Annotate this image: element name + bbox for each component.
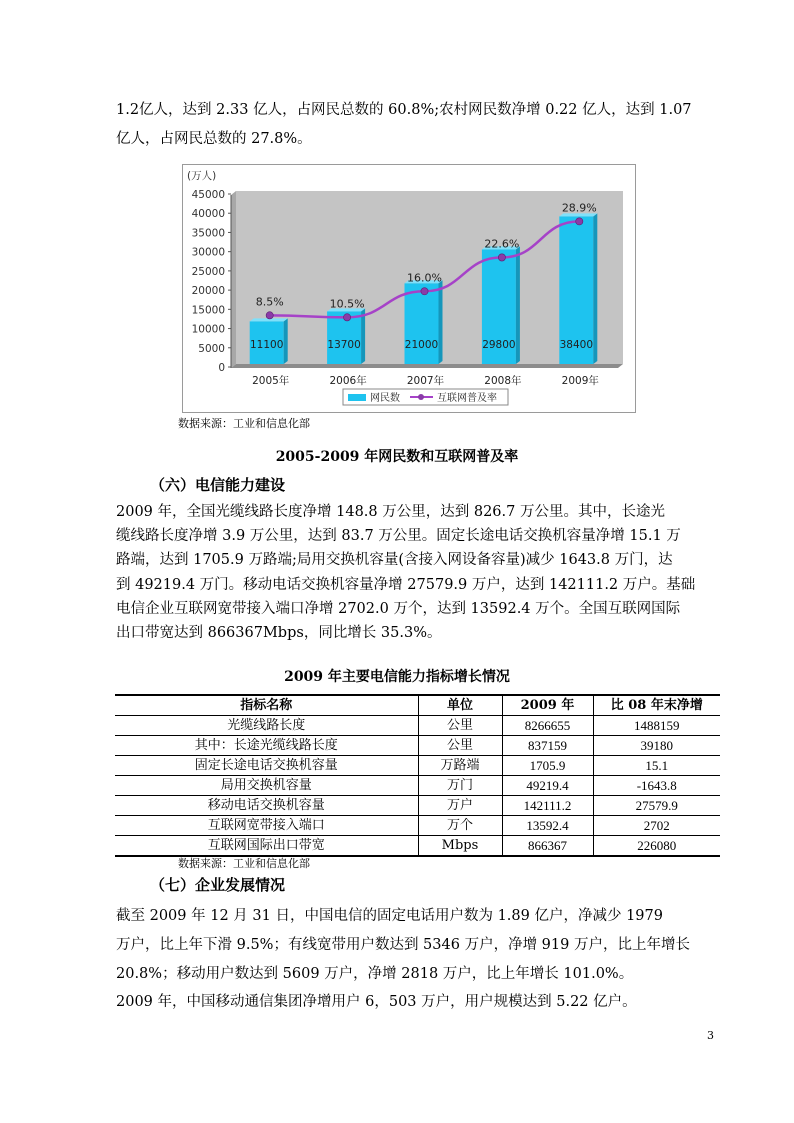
line-point <box>576 218 583 225</box>
cell-unit: 万个 <box>418 816 502 836</box>
header-2009: 2009 年 <box>502 695 593 716</box>
x-tick-label: 2006年 <box>329 375 367 387</box>
section-6-line: 2009 年，全国光缆线路长度净增 148.8 万公里，达到 826.7 万公里。其中，长途光 <box>116 504 665 520</box>
cell-value-2009: 8266655 <box>502 716 593 736</box>
cell-indicator: 局用交换机容量 <box>115 776 418 796</box>
cell-value-2009: 142111.2 <box>502 796 593 816</box>
cell-net-increase: 39180 <box>593 736 720 756</box>
bar-value-label: 21000 <box>404 339 439 351</box>
cell-value-2009: 13592.4 <box>502 816 593 836</box>
rate-label: 16.0% <box>407 271 442 285</box>
section-6-paragraph <box>116 500 716 645</box>
cell-value-2009: 837159 <box>502 736 593 756</box>
rate-label: 22.6% <box>484 237 520 251</box>
table-caption: 2009 年主要电信能力指标增长情况 <box>284 669 510 685</box>
line-point <box>266 312 273 319</box>
table-row <box>115 836 720 857</box>
bar-side <box>439 280 443 364</box>
x-tick-label: 2008年 <box>484 375 522 387</box>
bar-value-label: 13700 <box>327 339 361 351</box>
table-source: 数据来源：工业和信息化部 <box>178 857 310 870</box>
section-6-line: 到 49219.4 万门。移动电话交换机容量净增 27579.9 万户，达到 142111.2 万户。基础 <box>116 576 696 593</box>
x-tick-label: 2005年 <box>252 375 290 387</box>
table-row <box>115 716 720 736</box>
y-tick-label: 10000 <box>191 323 225 336</box>
chart-frame <box>182 164 636 413</box>
section-6-line: 出口带宽达到 866367Mbps，同比增长 35.3%。 <box>116 625 442 642</box>
bar-side <box>516 246 520 364</box>
cell-value-2009: 1705.9 <box>502 756 593 776</box>
cell-net-increase: 1488159 <box>593 716 720 736</box>
line-point <box>498 254 505 261</box>
cell-value-2009: 866367 <box>502 836 593 857</box>
y-tick-label: 25000 <box>191 265 225 278</box>
table-row <box>115 796 720 816</box>
rate-label: 10.5% <box>329 297 365 311</box>
line-point <box>421 288 428 295</box>
section-7-line: 截至 2009 年 12 月 31 日，中国电信的固定电话用户数为 1.89 亿户，净减少 1979 <box>116 908 663 924</box>
section-7-line: 万户，比上年下滑 9.5%；有线宽带用户数达到 5346 万户，净增 919 万户，比上年增长 <box>116 937 690 953</box>
bar-value-label: 11100 <box>249 339 284 351</box>
cell-indicator: 固定长途电话交换机容量 <box>115 756 418 776</box>
cell-unit: 万门 <box>418 776 502 796</box>
y-tick-label: 0 <box>218 362 225 374</box>
intro-line-2: 亿人，占网民总数的 27.8%。 <box>116 131 312 147</box>
cell-indicator: 移动电话交换机容量 <box>115 796 418 816</box>
plot-floor <box>231 364 623 368</box>
cell-unit: 公里 <box>418 716 502 736</box>
cell-net-increase: 226080 <box>593 836 720 857</box>
y-tick-label: 30000 <box>191 246 225 259</box>
chart-source: 数据来源：工业和信息化部 <box>178 417 310 430</box>
header-indicator: 指标名称 <box>115 695 418 716</box>
rate-label: 28.9% <box>561 201 597 215</box>
page-number: 3 <box>707 1029 714 1042</box>
chart-caption: 2005-2009 年网民数和互联网普及率 <box>275 449 519 465</box>
line-point <box>344 314 351 321</box>
cell-value-2009: 49219.4 <box>502 776 593 796</box>
cell-indicator: 光缆线路长度 <box>115 716 418 736</box>
cell-net-increase: 27579.9 <box>593 796 720 816</box>
bar-value-label: 38400 <box>559 339 594 351</box>
legend-label-bars: 网民数 <box>370 393 400 404</box>
cell-net-increase: 15.1 <box>593 756 720 776</box>
cell-unit: 万路端 <box>418 756 502 776</box>
section-6-heading: （六）电信能力建设 <box>150 476 286 494</box>
header-net-increase: 比 08 年末净增 <box>593 695 720 716</box>
header-unit: 单位 <box>418 695 502 716</box>
x-tick-label: 2009年 <box>561 375 599 387</box>
plot-side-wall <box>231 191 236 368</box>
section-7-paragraph-2: 2009 年，中国移动通信集团净增用户 6，503 万户，用户规模达到 5.22 亿户。 <box>116 994 637 1010</box>
cell-unit: Mbps <box>418 836 502 857</box>
section-6-line: 路端，达到 1705.9 万路端;局用交换机容量(含接入网设备容量)减少 1643.8 万门，达 <box>116 552 673 569</box>
table-row <box>115 756 720 776</box>
legend-swatch-bars <box>348 394 366 401</box>
section-6-line: 电信企业互联网宽带接入端口净增 2702.0 万个，达到 13592.4 万个。全国互联网国际 <box>116 600 681 617</box>
bar-side <box>593 213 597 364</box>
section-7-heading: （七）企业发展情况 <box>150 876 286 894</box>
bar-value-label: 29800 <box>482 339 516 351</box>
cell-indicator: 其中：长途光缆线路长度 <box>115 736 418 756</box>
y-tick-label: 35000 <box>191 227 225 240</box>
legend-swatch-marker <box>418 394 424 400</box>
cell-indicator: 互联网宽带接入端口 <box>115 816 418 836</box>
y-tick-label: 15000 <box>191 304 225 317</box>
y-tick-label: 20000 <box>191 285 225 298</box>
telecom-capacity-table <box>115 694 720 857</box>
section-6-line: 缆线路长度净增 3.9 万公里，达到 83.7 万公里。固定长途电话交换机容量净增 15.1 万 <box>116 528 681 545</box>
y-axis-label: (万人) <box>187 170 217 182</box>
cell-unit: 公里 <box>418 736 502 756</box>
table-row <box>115 776 720 796</box>
bar-side <box>284 318 288 364</box>
y-tick-label: 45000 <box>191 189 225 201</box>
legend-label-line: 互联网普及率 <box>437 393 497 404</box>
table-header-row <box>115 695 720 716</box>
x-tick-label: 2007年 <box>406 375 445 387</box>
table-row <box>115 816 720 836</box>
section-7-line: 20.8%；移动用户数达到 5609 万户，净增 2818 万户，比上年增长 101.0%。 <box>116 966 634 982</box>
y-tick-label: 40000 <box>191 208 225 221</box>
rate-label: 8.5% <box>255 295 284 309</box>
section-7-paragraph <box>116 902 716 989</box>
bar <box>405 283 439 364</box>
cell-net-increase: -1643.8 <box>593 776 720 796</box>
y-tick-label: 5000 <box>198 342 225 355</box>
netizen-chart <box>183 165 635 412</box>
cell-net-increase: 2702 <box>593 816 720 836</box>
intro-line-1: 1.2亿人，达到 2.33 亿人，占网民总数的 60.8%;农村网民数净增 0.22 亿人，达到 1.07 <box>116 102 692 118</box>
cell-indicator: 互联网国际出口带宽 <box>115 836 418 857</box>
cell-unit: 万户 <box>418 796 502 816</box>
table-row <box>115 736 720 756</box>
